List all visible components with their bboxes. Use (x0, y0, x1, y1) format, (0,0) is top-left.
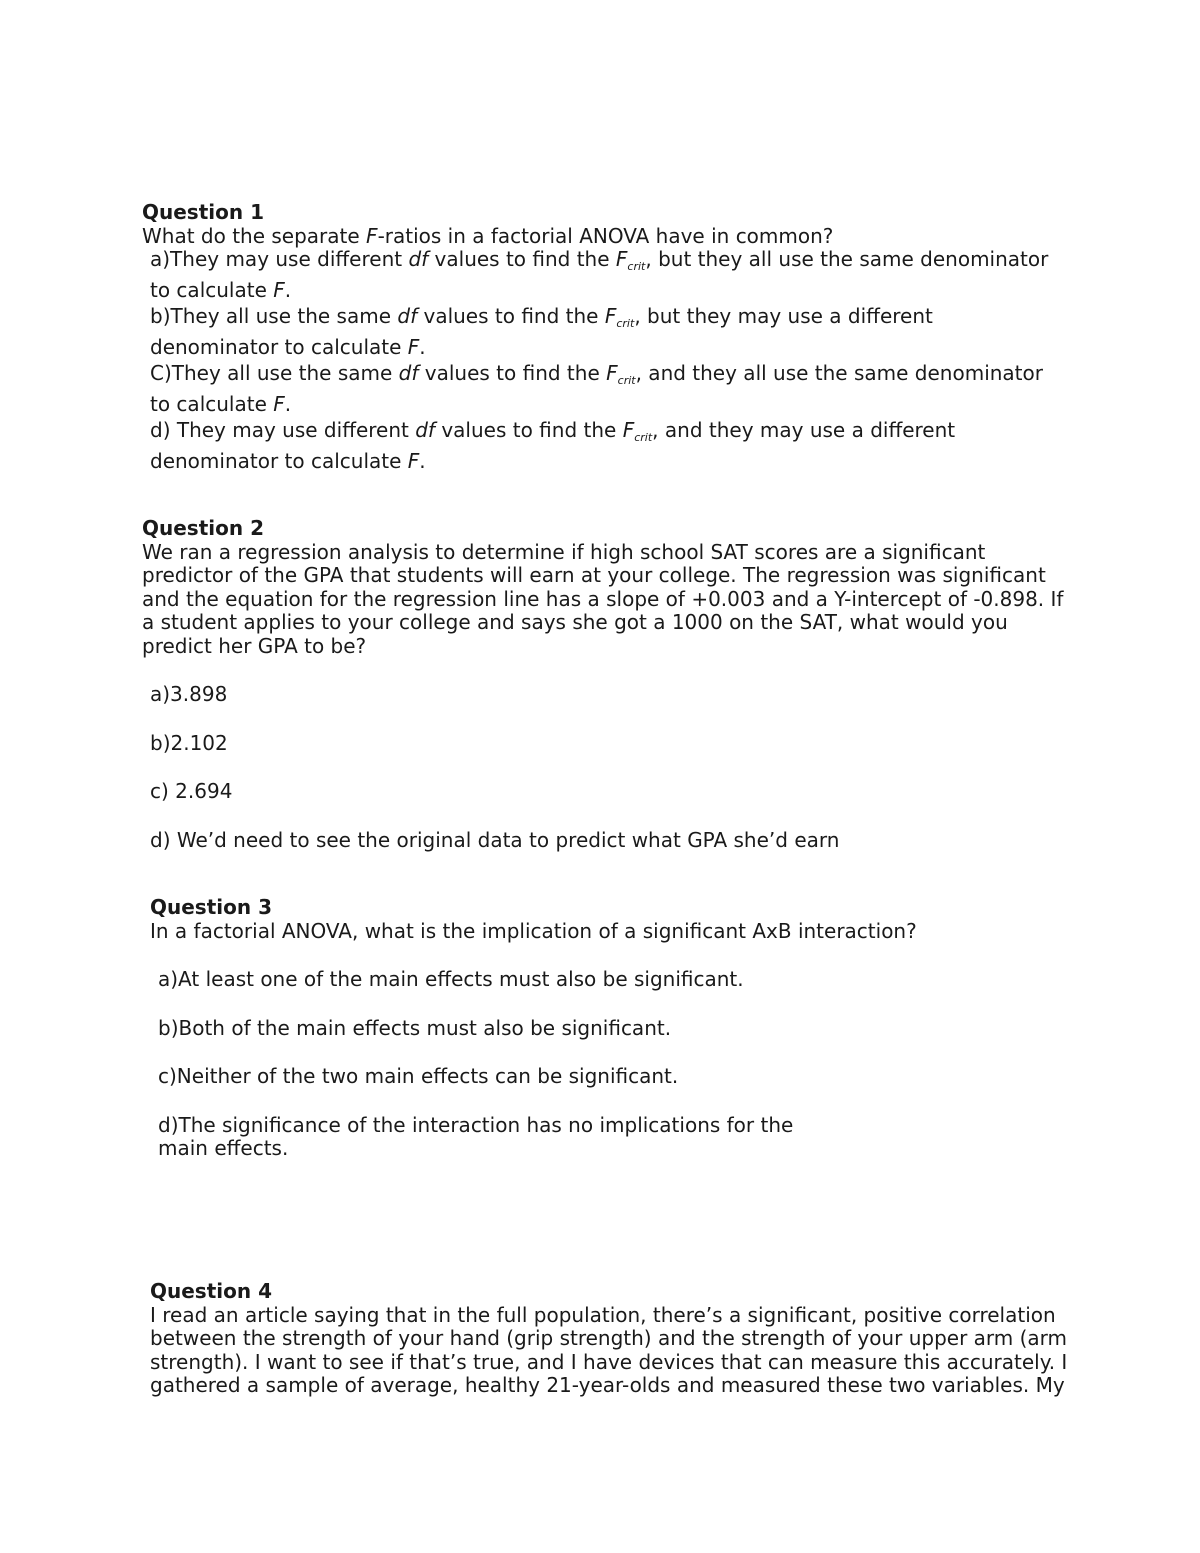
option-text: values to find the (428, 247, 616, 271)
question-4-stem-line: strength). I want to see if that’s true, and I have devices that can measure this accurately. I (150, 1349, 1068, 1374)
question-4-stem-line: I read an article saying that in the full population, there’s a significant, positive correlation (150, 1302, 1056, 1327)
question-4-title: Question 4 (150, 1279, 272, 1303)
question-1-title: Question 1 (142, 200, 264, 224)
option-line: main effects. (158, 1136, 289, 1160)
option-text: denominator to calculate (150, 448, 408, 473)
f-symbol: F (606, 361, 618, 385)
question-4-stem-line: gathered a sample of average, healthy 21-year-olds and measured these two variables. My (150, 1373, 1065, 1397)
option-text: C)They all use the same (150, 361, 399, 385)
question-1-option-b (142, 305, 1048, 359)
question-3-title: Question 3 (150, 895, 272, 919)
f-symbol: F (407, 448, 420, 473)
crit-subscript: crit (617, 374, 636, 387)
question-3-stem: In a factorial ANOVA, what is the implication of a significant AxB interaction? (150, 918, 917, 943)
question-2-option-b: b)2.102 (150, 730, 228, 755)
f-symbol: F (273, 277, 285, 302)
f-symbol: F (622, 418, 635, 442)
option-text: b)They all use the same (150, 304, 398, 328)
stem-variable: F (366, 223, 378, 248)
question-1-stem (142, 225, 1048, 249)
f-symbol: F (604, 304, 617, 328)
question-2-stem-line: and the equation for the regression line has a slope of +0.003 and a Y-intercept of -0.898. If (142, 586, 1064, 611)
question-4 (150, 1280, 1067, 1398)
question-1-option-c (142, 362, 1048, 416)
crit-subscript: crit (616, 317, 635, 330)
option-text: , but they all use the same denominator (645, 247, 1049, 271)
question-2-stem-line: predictor of the GPA that students will earn at your college. The regression was significant (142, 563, 1046, 587)
question-3-option-a: a)At least one of the main effects must also be significant. (158, 967, 744, 991)
question-2-option-d: d) We’d need to see the original data to predict what GPA she’d earn (150, 827, 840, 852)
option-text: a)They may use different (150, 247, 409, 271)
question-3-option-c: c)Neither of the two main effects can be significant. (158, 1064, 679, 1088)
option-text: , and they may use a different (652, 418, 956, 442)
option-text: . (419, 334, 426, 359)
question-2-option-a: a)3.898 (150, 682, 228, 706)
crit-subscript: crit (627, 260, 646, 273)
f-symbol: F (273, 391, 285, 416)
question-2-option-c: c) 2.694 (150, 779, 233, 803)
question-3-option-b: b)Both of the main effects must also be significant. (158, 1015, 672, 1040)
question-1-option-a (142, 248, 1048, 302)
question-3-option-d (150, 1114, 917, 1161)
option-text: values to find the (417, 304, 605, 328)
option-text: , and they all use the same denominator (635, 361, 1043, 385)
question-2-stem-line: predict her GPA to be? (142, 633, 367, 658)
option-text: , but they may use a different (634, 304, 933, 328)
crit-subscript: crit (634, 431, 653, 444)
df-symbol: df (398, 361, 419, 385)
f-symbol: F (407, 334, 420, 359)
option-line: d)The significance of the interaction has no implications for the (158, 1112, 794, 1137)
df-symbol: df (397, 304, 418, 328)
option-text: denominator to calculate (150, 334, 408, 359)
option-text: to calculate (150, 277, 274, 302)
question-1-option-d (142, 419, 1048, 473)
question-1 (142, 201, 1048, 473)
stem-text: -ratios in a factorial ANOVA have in common? (377, 223, 834, 248)
question-2-stem-line: a student applies to your college and says she got a 1000 on the SAT, what would you (142, 610, 1008, 634)
option-text: . (284, 391, 292, 416)
question-2-title: Question 2 (142, 516, 264, 540)
option-text: values to find the (418, 361, 607, 385)
option-text: to calculate (150, 391, 274, 416)
f-symbol: F (615, 247, 628, 271)
df-symbol: df (408, 247, 429, 271)
option-text: d) They may use different (150, 418, 416, 442)
question-4-stem-line: between the strength of your hand (grip strength) and the strength of your upper arm (arm (150, 1326, 1068, 1350)
stem-text: What do the separate (142, 223, 367, 248)
option-text: values to find the (434, 418, 623, 442)
option-text: . (419, 448, 426, 473)
question-2 (142, 517, 1063, 852)
df-symbol: df (415, 418, 435, 442)
question-3 (150, 896, 917, 1161)
question-2-stem-line: We ran a regression analysis to determine if high school SAT scores are a significant (142, 539, 986, 564)
option-text: . (284, 277, 292, 302)
